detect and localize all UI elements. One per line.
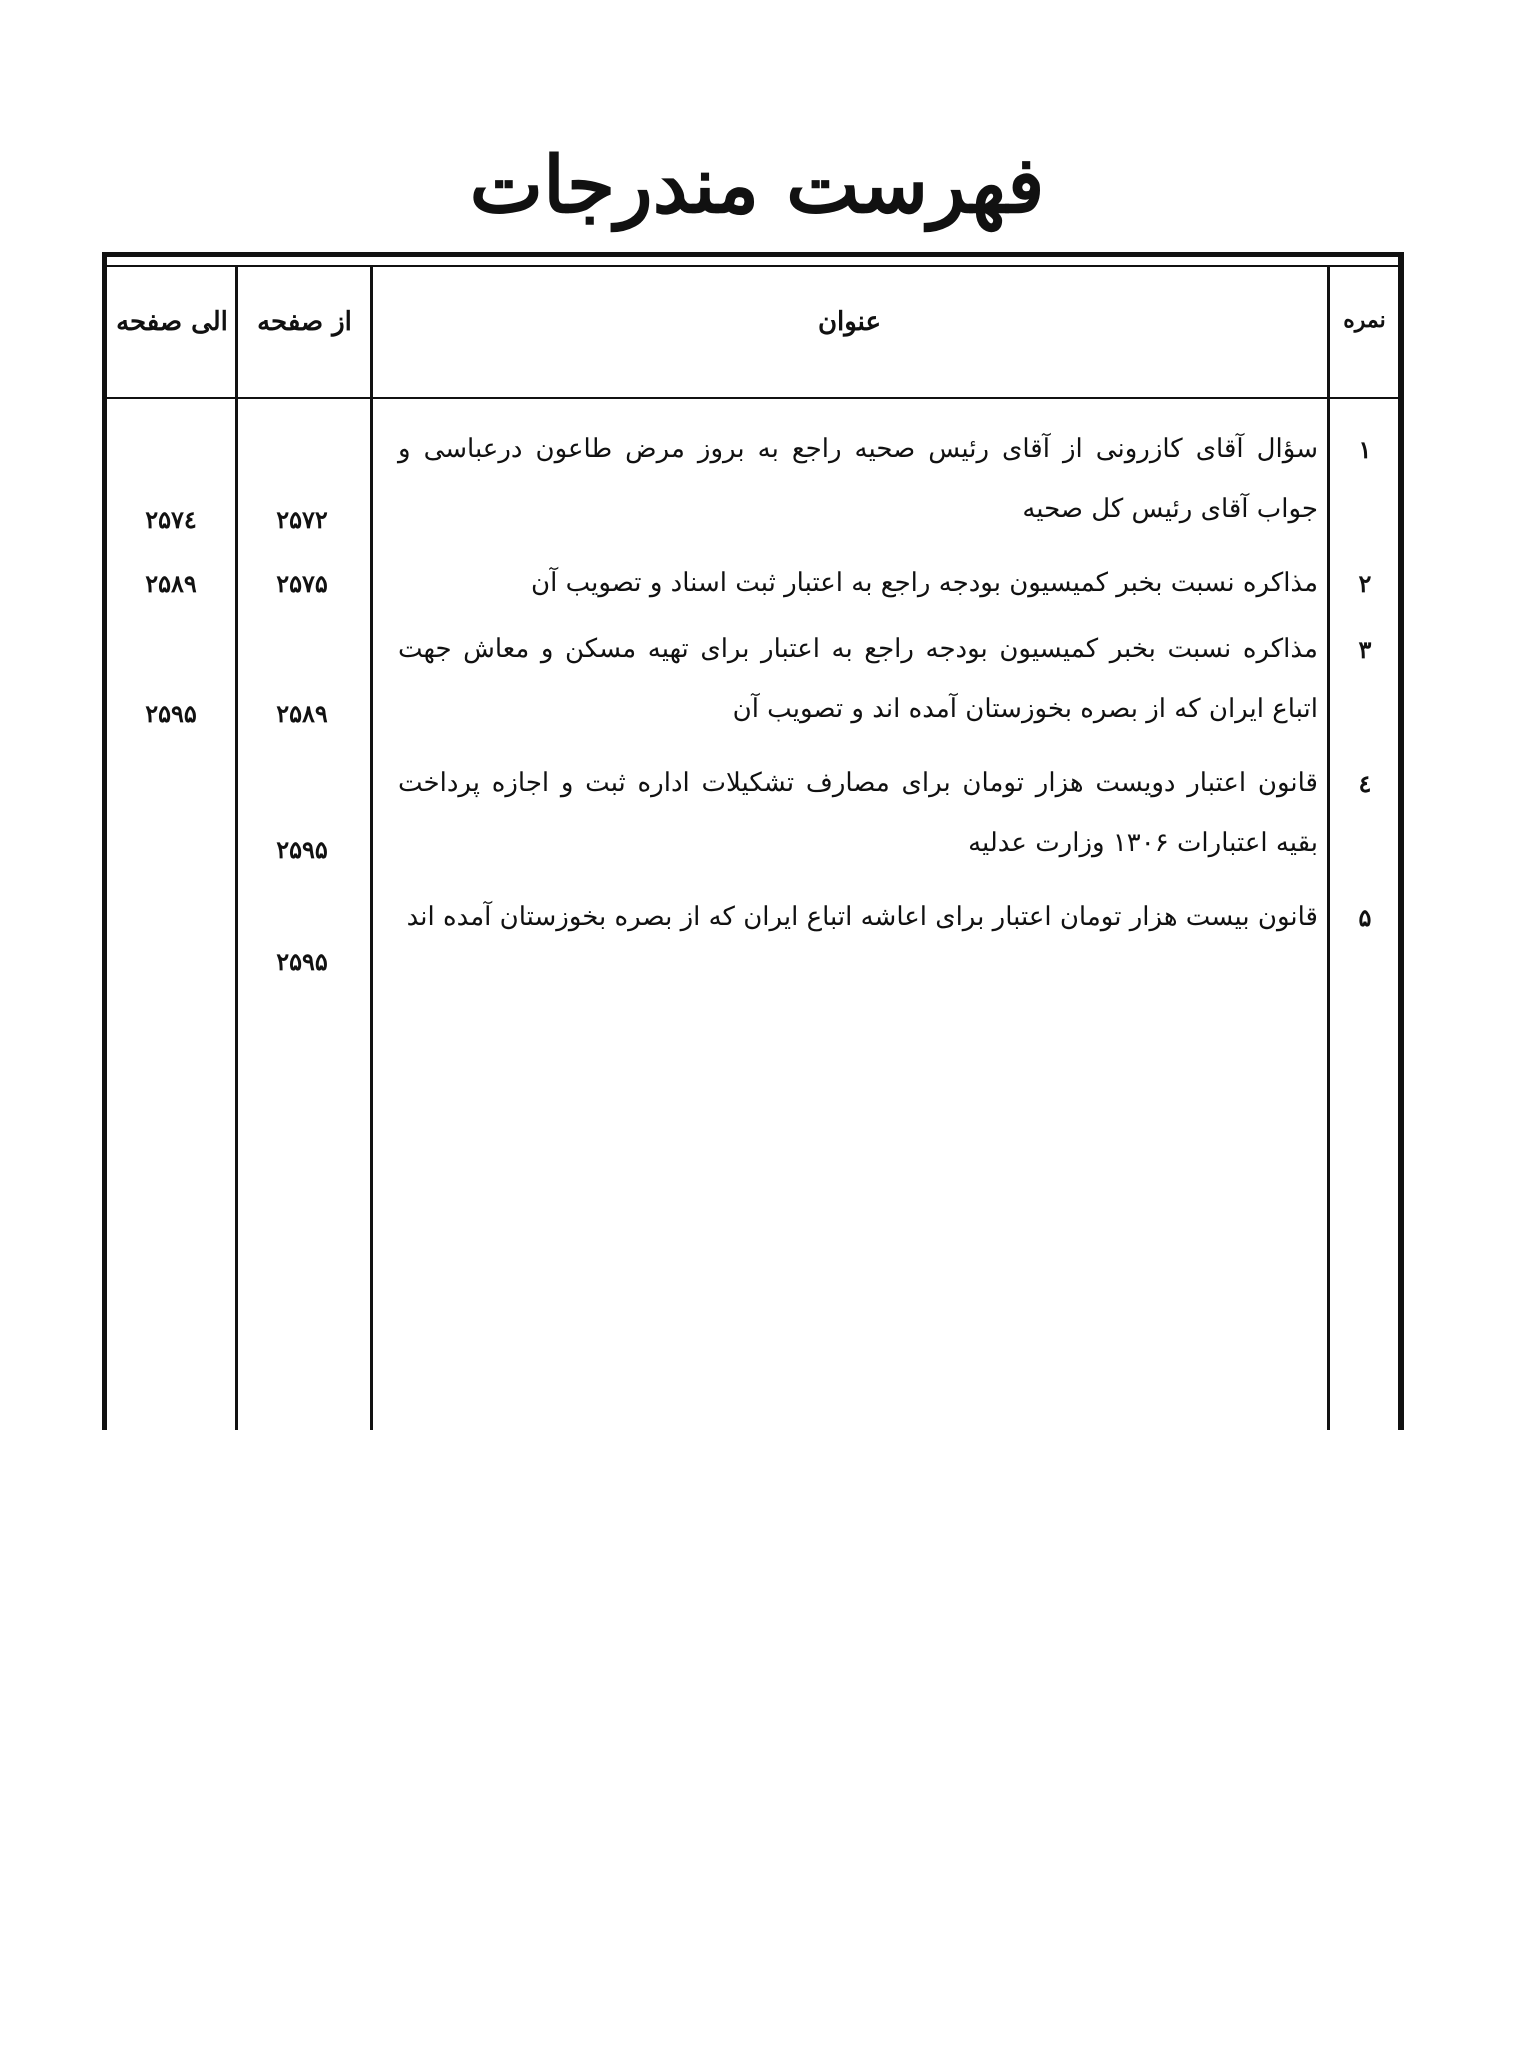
- row-to-page: ۲۵۷٤: [145, 505, 197, 534]
- row-number: ۲: [1358, 569, 1372, 598]
- header-subject: عنوان: [817, 307, 882, 337]
- table-top-double-rule: [107, 265, 1398, 267]
- row-title: قانون بیست هزار تومان اعتبار برای اعاشه اتباع ایران که از بصره بخوزستان آمده اند: [406, 902, 1318, 932]
- row-from-page: ۲۵۷۲: [276, 505, 328, 534]
- row-from-page: ۲۵۸۹: [276, 699, 328, 728]
- toc-table: [102, 252, 1404, 1430]
- row-from-page: ۲۵۷۵: [276, 569, 328, 598]
- row-title: سؤال آقای کازرونی از آقای رئیس صحیه راجع به بروز مرض طاعون درعباسی و جواب آقای رئیس کل صحیه: [398, 434, 1318, 524]
- row-to-page: ۲۵۸۹: [145, 569, 197, 598]
- row-title: قانون اعتبار دویست هزار تومان برای مصارف تشکیلات اداره ثبت و اجازه پرداخت بقیه اعتبارات ۱۳۰۶ وزارت عدلیه: [398, 768, 1318, 858]
- row-number: ۳: [1358, 635, 1372, 664]
- row-title: مذاکره نسبت بخبر کمیسیون بودجه راجع به اعتبار ثبت اسناد و تصویب آن: [530, 568, 1318, 598]
- row-from-page: ۲۵۹۵: [276, 947, 328, 976]
- row-to-page: ۲۵۹۵: [145, 699, 197, 728]
- column-divider-subject-number: [1327, 267, 1330, 1430]
- header-from-page: از صفحه: [257, 307, 352, 337]
- header-to-page: الی صفحه: [116, 307, 228, 337]
- row-number: ۱: [1358, 435, 1372, 464]
- row-number: ۵: [1358, 903, 1372, 932]
- row-title: مذاکره نسبت بخبر کمیسیون بودجه راجع به اعتبار برای تهیه مسکن و معاش جهت اتباع ایران که از بصره بخوزستان آمده اند و تصویب آن: [398, 634, 1318, 724]
- header-divider: [107, 397, 1398, 399]
- page-title: فهرست مندرجات: [469, 140, 1045, 231]
- header-number: نمره: [1343, 307, 1386, 333]
- row-number: ٤: [1358, 769, 1372, 798]
- row-from-page: ۲۵۹۵: [276, 835, 328, 864]
